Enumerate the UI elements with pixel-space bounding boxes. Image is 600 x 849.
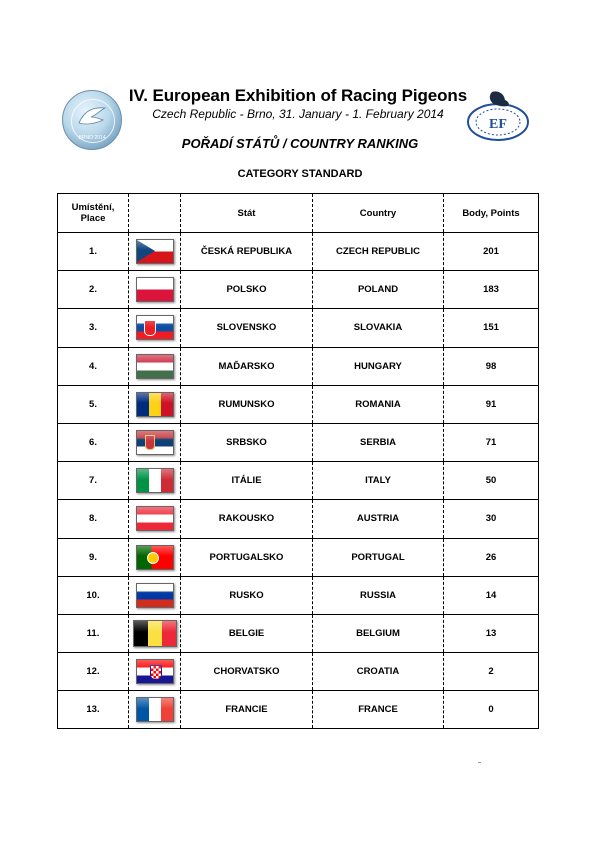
place-cell: 3.	[58, 309, 129, 347]
flag-cell	[129, 538, 181, 576]
croatia-flag-icon	[136, 659, 174, 684]
header-points: Body, Points	[444, 194, 539, 233]
header-flag	[129, 194, 181, 233]
points-cell: 30	[444, 500, 539, 538]
points-cell: 2	[444, 653, 539, 691]
table-row	[58, 614, 539, 652]
stat-cell: RUSKO	[181, 576, 313, 614]
table-row	[58, 576, 539, 614]
stat-cell: CHORVATSKO	[181, 653, 313, 691]
header-place	[58, 194, 129, 233]
stat-cell: ITÁLIE	[181, 462, 313, 500]
country-cell: HUNGARY	[313, 347, 444, 385]
table-row	[58, 500, 539, 538]
place-cell: 11.	[58, 614, 129, 652]
logo-left-text: BRNO 2014	[78, 135, 106, 141]
flag-cell	[129, 614, 181, 652]
points-cell: 91	[444, 385, 539, 423]
place-cell: 10.	[58, 576, 129, 614]
points-cell: 71	[444, 423, 539, 461]
place-cell: 12.	[58, 653, 129, 691]
table-row	[58, 653, 539, 691]
place-cell: 9.	[58, 538, 129, 576]
country-cell: SERBIA	[313, 423, 444, 461]
flag-cell	[129, 309, 181, 347]
country-cell: ROMANIA	[313, 385, 444, 423]
czech-flag-icon	[136, 239, 174, 264]
flag-cell	[129, 500, 181, 538]
pigeon-wing-icon	[77, 105, 107, 127]
points-cell: 201	[444, 233, 539, 271]
flag-cell	[129, 653, 181, 691]
points-cell: 0	[444, 691, 539, 729]
table-row	[58, 385, 539, 423]
france-flag-icon	[136, 697, 174, 722]
flag-cell	[129, 691, 181, 729]
belgium-flag-icon	[133, 620, 177, 647]
points-cell: 26	[444, 538, 539, 576]
page-subtitle: Czech Republic - Brno, 31. January - 1. February 2014	[152, 107, 444, 121]
points-cell: 13	[444, 614, 539, 652]
category-label: CATEGORY STANDARD	[237, 168, 363, 180]
table-row	[58, 462, 539, 500]
country-cell: PORTUGAL	[313, 538, 444, 576]
romania-flag-icon	[136, 392, 174, 417]
stat-cell: SRBSKO	[181, 423, 313, 461]
country-cell: ITALY	[313, 462, 444, 500]
austria-flag-icon	[136, 506, 174, 531]
hungary-flag-icon	[136, 354, 174, 379]
header-country: Country	[313, 194, 444, 233]
place-cell: 8.	[58, 500, 129, 538]
page-title: IV. European Exhibition of Racing Pigeons	[128, 86, 468, 105]
table-row	[58, 538, 539, 576]
logo-right-text: EF	[489, 117, 507, 132]
table-row	[58, 271, 539, 309]
table-row	[58, 309, 539, 347]
country-cell: FRANCE	[313, 691, 444, 729]
ranking-title: POŘADÍ STÁTŮ / COUNTRY RANKING	[181, 136, 419, 151]
points-cell: 98	[444, 347, 539, 385]
flag-cell	[129, 233, 181, 271]
stat-cell: POLSKO	[181, 271, 313, 309]
points-cell: 151	[444, 309, 539, 347]
stat-cell: MAĎARSKO	[181, 347, 313, 385]
stat-cell: RUMUNSKO	[181, 385, 313, 423]
table-row	[58, 347, 539, 385]
table-row	[58, 233, 539, 271]
stat-cell: BELGIE	[181, 614, 313, 652]
russia-flag-icon	[136, 583, 174, 608]
table-row	[58, 423, 539, 461]
stat-cell: RAKOUSKO	[181, 500, 313, 538]
header-place-line1: Umístění,	[71, 202, 115, 213]
table-header-row	[58, 194, 539, 233]
flag-cell	[129, 423, 181, 461]
country-cell: SLOVAKIA	[313, 309, 444, 347]
flag-cell	[129, 576, 181, 614]
flag-cell	[129, 347, 181, 385]
stat-cell: ČESKÁ REPUBLIKA	[181, 233, 313, 271]
place-cell: 7.	[58, 462, 129, 500]
country-ranking-table	[57, 193, 539, 729]
country-cell: CROATIA	[313, 653, 444, 691]
place-cell: 6.	[58, 423, 129, 461]
table-row	[58, 691, 539, 729]
place-cell: 13.	[58, 691, 129, 729]
place-cell: 1.	[58, 233, 129, 271]
slovakia-flag-icon	[136, 315, 174, 340]
poland-flag-icon	[136, 277, 174, 302]
page-speck	[478, 762, 481, 763]
country-cell: AUSTRIA	[313, 500, 444, 538]
stat-cell: PORTUGALSKO	[181, 538, 313, 576]
place-cell: 5.	[58, 385, 129, 423]
points-cell: 14	[444, 576, 539, 614]
points-cell: 50	[444, 462, 539, 500]
header-stat: Stát	[181, 194, 313, 233]
country-cell: BELGIUM	[313, 614, 444, 652]
country-cell: POLAND	[313, 271, 444, 309]
place-cell: 2.	[58, 271, 129, 309]
stat-cell: FRANCIE	[181, 691, 313, 729]
federation-logo	[464, 90, 534, 142]
stat-cell: SLOVENSKO	[181, 309, 313, 347]
flag-cell	[129, 462, 181, 500]
points-cell: 183	[444, 271, 539, 309]
portugal-flag-icon	[136, 545, 174, 570]
header-place-line2: Place	[80, 213, 106, 224]
italy-flag-icon	[136, 468, 174, 493]
place-cell: 4.	[58, 347, 129, 385]
flag-cell	[129, 385, 181, 423]
flag-cell	[129, 271, 181, 309]
serbia-flag-icon	[136, 430, 174, 455]
country-cell: RUSSIA	[313, 576, 444, 614]
country-cell: CZECH REPUBLIC	[313, 233, 444, 271]
